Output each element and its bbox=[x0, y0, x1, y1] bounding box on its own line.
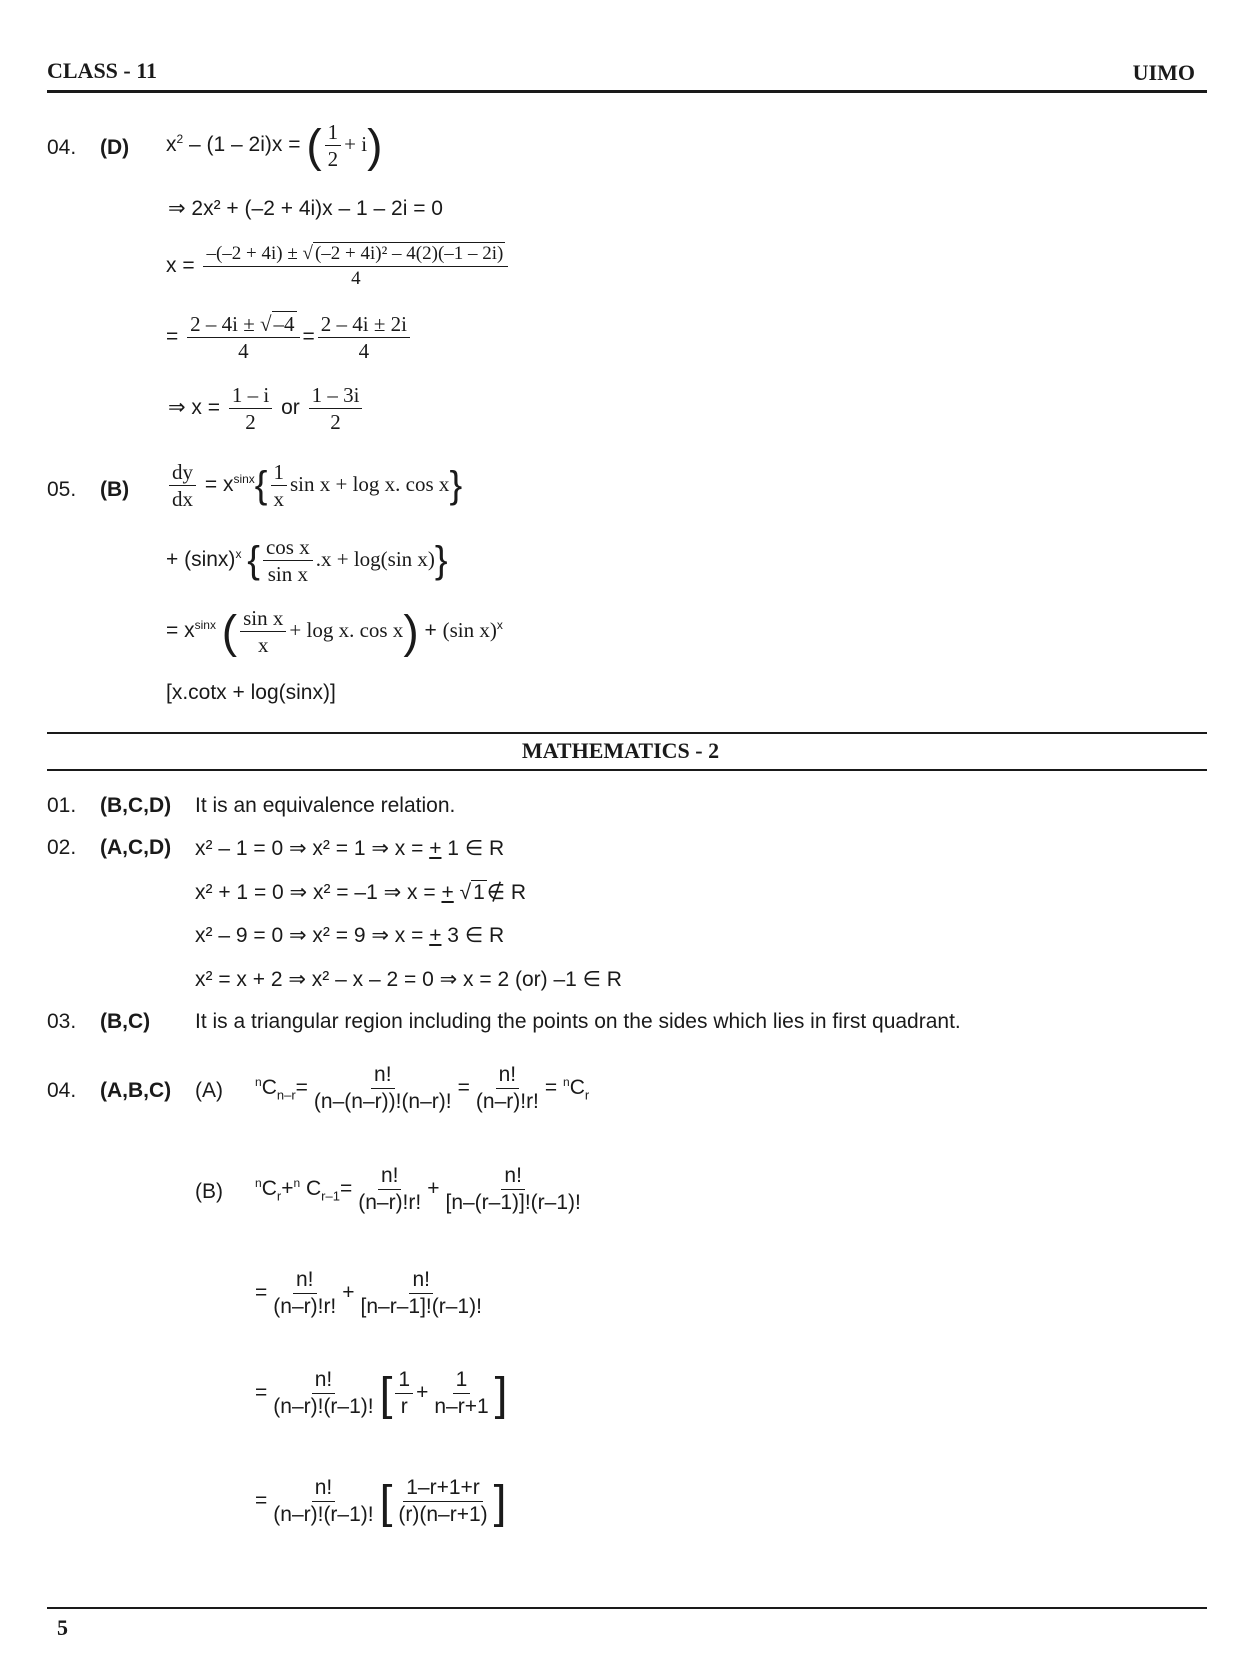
m2-q01-answer: (B,C,D) bbox=[100, 794, 172, 817]
m2-q03-answer: (B,C) bbox=[100, 1010, 151, 1033]
m2-q02-line2: x² + 1 = 0 ⇒ x² = –1 ⇒ x = + √1∉ R bbox=[195, 881, 527, 904]
m2-q04-a-label: (A) bbox=[195, 1079, 223, 1102]
q04-line5: ⇒ x = $\frac{1 - i}{2}$ or $\frac{1 - 3i}{2}$ bbox=[168, 383, 365, 434]
section-rule-top bbox=[47, 732, 1207, 734]
m2-q04-b-formula: $^nC_r+^n$ $C_{r-1}=$ $\frac{n!}{(n-r)!r!}$ + $\frac{n!}{[n-(r-1)]!(r-1)!}$ bbox=[255, 1164, 581, 1215]
section-rule-bottom bbox=[47, 769, 1207, 771]
m2-q03-number: 03. bbox=[47, 1010, 77, 1033]
section-title: MATHEMATICS - 2 bbox=[521, 738, 720, 763]
page-number: 5 bbox=[57, 1615, 68, 1640]
m2-q04-step3: = $\frac{n!}{(n-r)!(r-1)!}$ [ $\frac{1-r+1+r}{(r)(n-r+1)}$ ] bbox=[255, 1475, 507, 1528]
q04-number: 04. bbox=[47, 136, 77, 159]
m2-q04-b-label: (B) bbox=[195, 1180, 223, 1203]
m2-q02-number: 02. bbox=[47, 836, 77, 859]
q04-line2: ⇒ 2x² + (–2 + 4i)x – 1 – 2i = 0 bbox=[168, 197, 443, 220]
q04-line1: $x^2 - (1 - 2i)x$ = ( $\frac{1}{2}$ + i) bbox=[166, 119, 383, 172]
q04-line4: = $\frac{2 - 4i \pm √-4}{4}$ = $\frac{2 - 4i \pm 2i}{4}$ bbox=[166, 312, 413, 363]
m2-q04-step2: = $\frac{n!}{(n-r)!(r-1)!}$ [ $\frac{1}{r}$ + $\frac{1}{n-r+1}$ ] bbox=[255, 1367, 508, 1420]
q05-line3: = $x^{sinx}$ ( $\frac{\text{sin x}}{x}$ + log x. cos x) + (sin x)$^x$ bbox=[166, 605, 503, 658]
m2-q01-number: 01. bbox=[47, 794, 77, 817]
m2-q02-line1: x² – 1 = 0 ⇒ x² = 1 ⇒ x = + 1 ∈ R bbox=[195, 837, 505, 860]
header-rule bbox=[47, 90, 1207, 93]
q05-answer: (B) bbox=[100, 478, 130, 501]
q05-number: 05. bbox=[47, 478, 77, 501]
m2-q02-line3: x² – 9 = 0 ⇒ x² = 9 ⇒ x = + 3 ∈ R bbox=[195, 924, 505, 947]
m2-q03-text: It is a triangular region including the points on the sides which lies in first quadrant. bbox=[195, 1010, 961, 1033]
footer-rule bbox=[47, 1607, 1207, 1609]
m2-q04-a-formula: $^nC_{n-r}=$ $\frac{n!}{(n-(n-r))!(n-r)!}$ = $\frac{n!}{(n-r)!r!}$ = $^nC_r$ bbox=[255, 1063, 590, 1114]
m2-q04-answer: (A,B,C) bbox=[100, 1079, 172, 1102]
m2-q02-answer: (A,C,D) bbox=[100, 836, 172, 859]
q05-line2: + $(\sin x)^x$ { $\frac{\text{cos x}}{\text{sin x}}$ .x + log(sin x)} bbox=[166, 535, 448, 587]
q05-line4: [x.cotx + log(sinx)] bbox=[166, 681, 336, 704]
header-class: CLASS - 11 bbox=[47, 58, 158, 83]
m2-q01-text: It is an equivalence relation. bbox=[195, 794, 456, 817]
q04-line3: x = $\frac{\text{–(–2 + 4i) ± √ (–2 + 4i)² – 4(2)(–1 – 2i)}}{4}$ bbox=[166, 243, 511, 290]
m2-q04-number: 04. bbox=[47, 1079, 77, 1102]
q04-answer: (D) bbox=[100, 136, 130, 159]
q05-line1: $\frac{dy}{dx}$ = $x^{sinx}${ $\frac{1}{x}$ sin x + log x. cos x} bbox=[166, 460, 462, 511]
m2-q04-step1: = $\frac{n!}{(n-r)!r!}$ + $\frac{n!}{[n-r-1]!(r-1)!}$ bbox=[255, 1268, 482, 1319]
header-uimo: UIMO bbox=[1132, 60, 1195, 85]
m2-q02-line4: x² = x + 2 ⇒ x² – x – 2 = 0 ⇒ x = 2 (or) –1 ∈ R bbox=[195, 968, 622, 991]
